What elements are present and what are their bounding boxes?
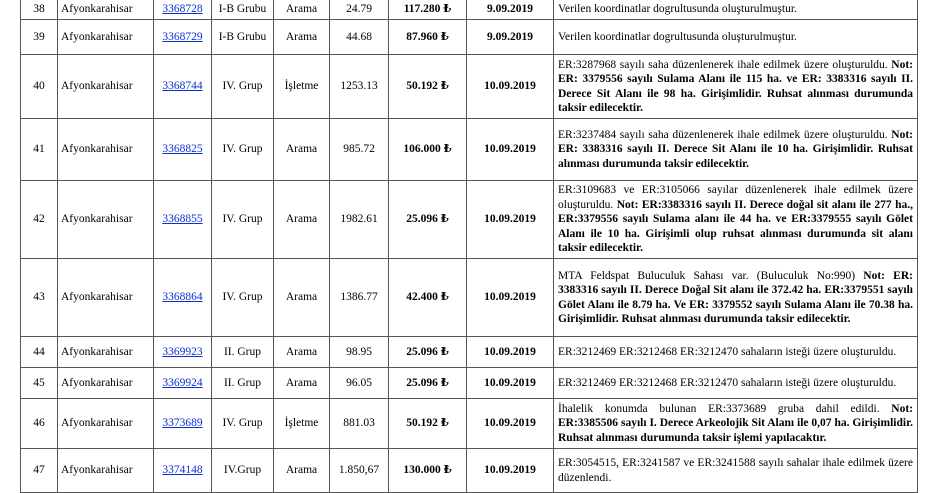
row-number: 41 [21,119,58,181]
description-cell [554,55,918,119]
license-number-link[interactable]: 3368825 [162,143,203,156]
row-number: 42 [21,181,58,259]
group-cell: I-B Grubu [212,20,274,55]
price-cell: 117.280 ₺ [389,0,467,20]
type-cell: Arama [274,20,330,55]
license-number-link[interactable]: 3368744 [162,80,203,93]
description-text: ER:3287968 sayılı saha düzenlenerek ihale edilmek üzere oluşturuldu. [558,58,892,71]
province-cell: Afyonkarahisar [58,119,154,181]
province-cell: Afyonkarahisar [58,259,154,337]
price-cell: 25.096 ₺ [389,337,467,368]
type-cell: Arama [274,368,330,399]
license-link [154,181,212,259]
type-cell: İşletme [274,399,330,449]
license-link [154,399,212,449]
description-note: Not: ER: 3379556 sayılı Sulama Alanı ile 115 ha. ve ER: 3383316 sayılı II. Derece Sit Alanı ile 98 ha. Girişimlidir. Ruhsat alınması durumunda taksir edilecektir. [558,58,913,114]
license-number-link[interactable]: 3368728 [162,3,203,16]
description-text: İhalelik konumda bulunan ER:3373689 gruba dahil edildi. [558,402,892,415]
group-cell: IV. Grup [212,55,274,119]
description-note: Not: ER: 3383316 sayılı II. Derece Sit Alanı ile 10 ha. Girişimlidir. Ruhsat alınması durumunda taksir edilecektir. [558,128,913,170]
description-cell [554,20,918,55]
row-number: 47 [21,449,58,493]
license-link [154,449,212,493]
description-cell [554,0,918,20]
table-row [21,368,918,399]
group-cell: IV. Grup [212,181,274,259]
type-cell: Arama [274,337,330,368]
description-text: ER:3237484 sayılı saha düzenlenerek ihale edilmek üzere oluşturuldu. [558,128,892,141]
description-text: ER:3212469 ER:3212468 ER:3212470 sahaların isteği üzere oluşturuldu. [558,376,897,389]
price-cell: 130.000 ₺ [389,449,467,493]
license-table [20,0,918,493]
date-cell: 9.09.2019 [467,20,554,55]
area-cell: 1.850,67 [330,449,389,493]
type-cell: İşletme [274,55,330,119]
license-number-link[interactable]: 3369924 [162,376,203,389]
type-cell: Arama [274,119,330,181]
description-cell [554,337,918,368]
table-row [21,449,918,493]
table-row [21,399,918,449]
type-cell: Arama [274,0,330,20]
license-number-link[interactable]: 3369923 [162,345,203,358]
description-text: ER:3054515, ER:3241587 ve ER:3241588 sayılı sahalar ihale edilmek üzere düzenlendi. [558,457,913,484]
license-link [154,259,212,337]
date-cell: 10.09.2019 [467,449,554,493]
table-row [21,119,918,181]
license-number-link[interactable]: 3368864 [162,291,203,304]
description-cell [554,399,918,449]
date-cell: 10.09.2019 [467,368,554,399]
type-cell: Arama [274,449,330,493]
row-number: 40 [21,55,58,119]
price-cell: 50.192 ₺ [389,399,467,449]
license-link [154,119,212,181]
license-link [154,337,212,368]
price-cell: 42.400 ₺ [389,259,467,337]
date-cell: 10.09.2019 [467,399,554,449]
license-number-link[interactable]: 3368855 [162,213,203,226]
province-cell: Afyonkarahisar [58,55,154,119]
table-row [21,0,918,20]
province-cell: Afyonkarahisar [58,368,154,399]
type-cell: Arama [274,259,330,337]
group-cell: II. Grup [212,368,274,399]
license-link [154,368,212,399]
area-cell: 1386.77 [330,259,389,337]
group-cell: II. Grup [212,337,274,368]
row-number: 44 [21,337,58,368]
license-number-link[interactable]: 3368729 [162,30,203,43]
row-number: 46 [21,399,58,449]
table-row [21,181,918,259]
description-text: Verilen koordinatlar dogrultusunda oluşturulmuştur. [558,30,797,43]
description-note: Not: ER: 3383316 sayılı II. Derece Doğal Sit alanı ile 372.42 ha. ER:3379551 sayılı Gölet Alanı ile 8.79 ha. Ve ER: 3379552 sayılı Sulama Alanı ile 70.38 ha. Girişimlidir. Ruhsat alınması durumunda taksir edilecektir. [558,269,913,325]
area-cell: 881.03 [330,399,389,449]
group-cell: IV. Grup [212,399,274,449]
price-cell: 106.000 ₺ [389,119,467,181]
description-note: Not: ER:3385506 sayılı I. Derece Arkeolojik Sit Alanı ile 0,07 ha. Girişimlidir. Ruhsat alınması durumunda taksir işlemi yapılacaktır. [558,402,913,444]
price-cell: 87.960 ₺ [389,20,467,55]
area-cell: 1253.13 [330,55,389,119]
license-link [154,55,212,119]
description-cell [554,119,918,181]
province-cell: Afyonkarahisar [58,449,154,493]
date-cell: 10.09.2019 [467,181,554,259]
description-cell [554,368,918,399]
area-cell: 98.95 [330,337,389,368]
type-cell: Arama [274,181,330,259]
description-text: MTA Feldspat Buluculuk Sahası var. (Buluculuk No:990) [558,269,864,282]
group-cell: IV.Grup [212,449,274,493]
description-text: Verilen koordinatlar dogrultusunda oluşturulmuştur. [558,3,797,16]
description-cell [554,449,918,493]
area-cell: 1982.61 [330,181,389,259]
description-text: ER:3212469 ER:3212468 ER:3212470 sahaların isteği üzere oluşturuldu. [558,345,897,358]
row-number: 43 [21,259,58,337]
date-cell: 10.09.2019 [467,119,554,181]
description-cell [554,181,918,259]
table-row [21,259,918,337]
row-number: 38 [21,0,58,20]
group-cell: IV. Grup [212,259,274,337]
province-cell: Afyonkarahisar [58,181,154,259]
description-note: Not: ER:3383316 sayılı II. Derece doğal sit alanı ile 277 ha., ER:3379556 sayılı Sulama alanı ile 44 ha. ve ER:3379555 sayılı Gölet Alanı ile 10 ha. Girişimli olup ruhsat alınması durumunda sit alanı taksir edilecektir. [558,198,914,255]
date-cell: 10.09.2019 [467,55,554,119]
price-cell: 25.096 ₺ [389,368,467,399]
table-row [21,337,918,368]
area-cell: 44.68 [330,20,389,55]
table-row [21,55,918,119]
province-cell: Afyonkarahisar [58,399,154,449]
price-cell: 50.192 ₺ [389,55,467,119]
group-cell: IV. Grup [212,119,274,181]
price-cell: 25.096 ₺ [389,181,467,259]
province-cell: Afyonkarahisar [58,337,154,368]
date-cell: 10.09.2019 [467,337,554,368]
group-cell: I-B Grubu [212,0,274,20]
area-cell: 24.79 [330,0,389,20]
table-row [21,20,918,55]
province-cell: Afyonkarahisar [58,0,154,20]
row-number: 45 [21,368,58,399]
date-cell: 10.09.2019 [467,259,554,337]
area-cell: 96.05 [330,368,389,399]
license-number-link[interactable]: 3373689 [162,417,203,430]
province-cell: Afyonkarahisar [58,20,154,55]
license-link [154,0,212,20]
date-cell: 9.09.2019 [467,0,554,20]
area-cell: 985.72 [330,119,389,181]
description-cell [554,259,918,337]
row-number: 39 [21,20,58,55]
license-link [154,20,212,55]
description-text: ER:3109683 ve ER:3105066 sayılar düzenlenerek ihale edilmek üzere oluşturuldu. [558,184,913,211]
license-number-link[interactable]: 3374148 [162,464,203,477]
table-body [21,0,918,493]
